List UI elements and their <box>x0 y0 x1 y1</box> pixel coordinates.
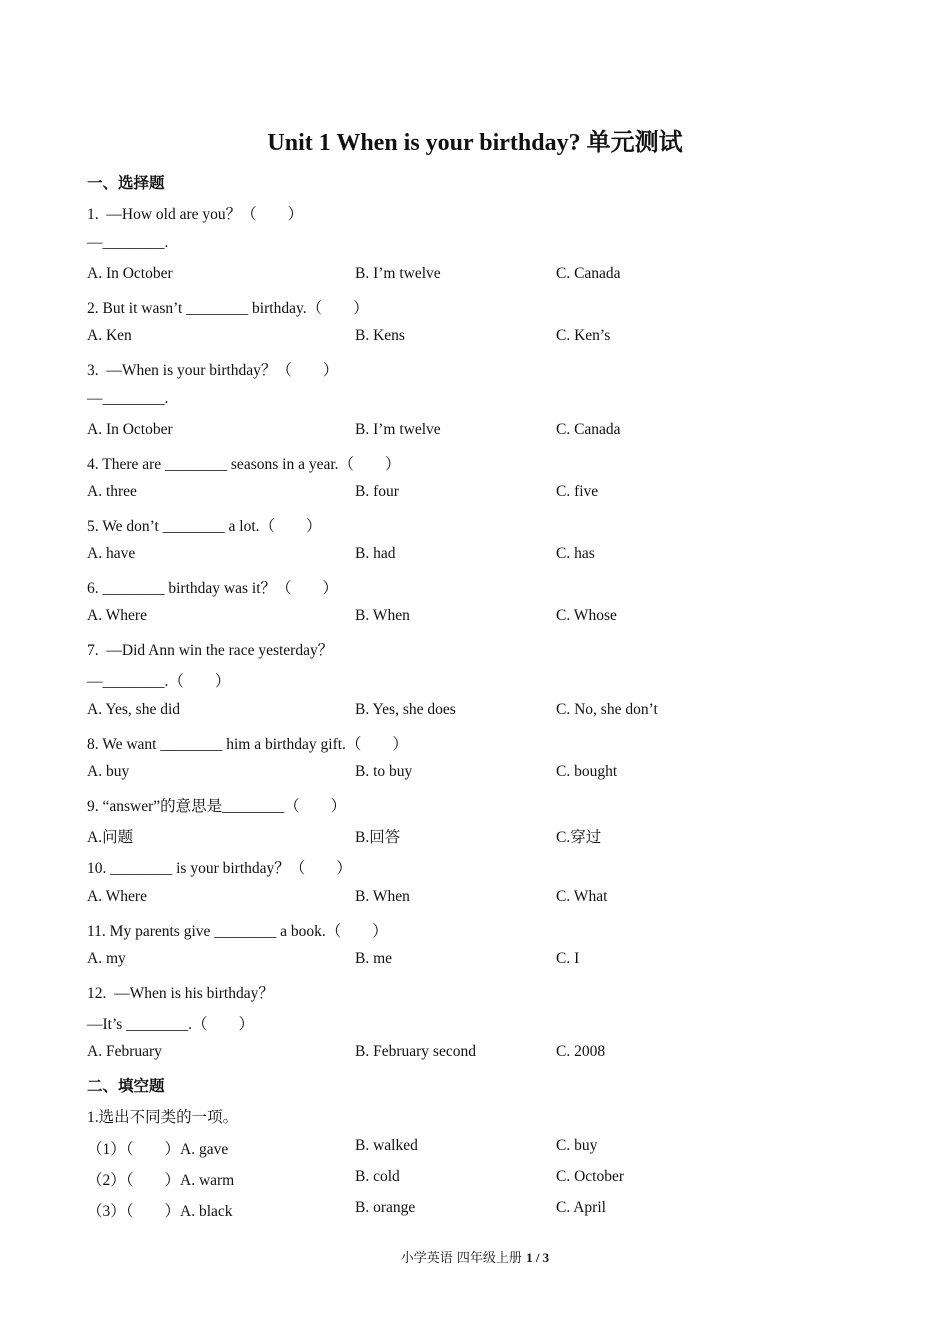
question-11-options <box>0 950 950 972</box>
fill-1-item-2 <box>0 1168 950 1190</box>
option-a: A. Ken <box>87 327 132 344</box>
question-11-stem: 11. My parents give ________ a book.（ ） <box>87 923 388 940</box>
question-5-stem: 5. We don’t ________ a lot.（ ） <box>87 518 322 535</box>
option-c: C. Ken’s <box>556 327 611 344</box>
question-1-options <box>0 265 950 287</box>
option-c: C.穿过 <box>556 829 602 846</box>
question-7-answer-line: —________.（ ） <box>87 673 231 690</box>
question-12-answer-line: —It’s ________.（ ） <box>87 1016 255 1033</box>
option-c: C. 2008 <box>556 1043 606 1060</box>
question-6-options <box>0 607 950 629</box>
option-b: B. I’m twelve <box>355 265 441 282</box>
option-c: C. has <box>556 545 595 562</box>
question-3-stem: 3. —When is your birthday？（ ） <box>87 362 339 379</box>
option-b: B. I’m twelve <box>355 421 441 438</box>
fill-1-item-3 <box>0 1199 950 1221</box>
option-a: A. In October <box>87 421 173 438</box>
option-c: C. I <box>556 950 580 967</box>
question-12-options <box>0 1043 950 1065</box>
item-option-b: B. walked <box>355 1137 418 1154</box>
option-a: A. three <box>87 483 137 500</box>
page-number: 1 / 3 <box>526 1250 550 1265</box>
option-b: B. to buy <box>355 763 413 780</box>
fill-1-item-1 <box>0 1137 950 1159</box>
option-b: B. Kens <box>355 327 405 344</box>
question-7-stem: 7. —Did Ann win the race yesterday？ <box>87 642 334 659</box>
question-10-options <box>0 888 950 910</box>
option-b: B.回答 <box>355 829 401 846</box>
question-6-stem: 6. ________ birthday was it？（ ） <box>87 580 338 597</box>
item-option-a: （1）（ ）A. gave <box>87 1141 229 1158</box>
option-a: A.问题 <box>87 829 134 846</box>
option-b: B. me <box>355 950 393 967</box>
option-a: A. buy <box>87 763 130 780</box>
option-a: A. Where <box>87 888 147 905</box>
option-a: A. my <box>87 950 126 967</box>
question-1-stem: 1. —How old are you？（ ） <box>87 206 304 223</box>
option-a: A. In October <box>87 265 173 282</box>
question-9-options <box>0 825 950 847</box>
option-b: B. When <box>355 607 410 624</box>
question-1-answer-line: —________. <box>87 234 169 251</box>
item-option-a: （3）（ ）A. black <box>87 1203 233 1220</box>
fill-1-stem: 1.选出不同类的一项。 <box>87 1109 239 1126</box>
question-2-options <box>0 327 950 349</box>
question-10-stem: 10. ________ is your birthday？（ ） <box>87 860 352 877</box>
question-5-options <box>0 545 950 567</box>
item-option-c: C. buy <box>556 1137 598 1154</box>
option-a: A. Where <box>87 607 147 624</box>
option-c: C. No, she don’t <box>556 701 658 718</box>
footer-text: 小学英语 四年级上册 <box>400 1251 527 1266</box>
question-4-options <box>0 483 950 505</box>
option-c: C. Canada <box>556 265 621 282</box>
question-12-stem: 12. —When is his birthday？ <box>87 985 274 1002</box>
page-footer <box>0 1247 950 1266</box>
option-b: B. February second <box>355 1043 476 1060</box>
question-4-stem: 4. There are ________ seasons in a year.（ ） <box>87 456 401 473</box>
item-option-c: C. October <box>556 1168 625 1185</box>
item-option-b: B. cold <box>355 1168 400 1185</box>
option-a: A. Yes, she did <box>87 701 181 718</box>
item-option-c: C. April <box>556 1199 606 1216</box>
option-c: C. five <box>556 483 599 500</box>
option-b: B. had <box>355 545 396 562</box>
option-a: A. February <box>87 1043 162 1060</box>
option-c: C. Whose <box>556 607 617 624</box>
page-title: Unit 1 When is your birthday? 单元测试 <box>267 130 683 156</box>
question-2-stem: 2. But it wasn’t ________ birthday.（ ） <box>87 300 369 317</box>
option-b: B. When <box>355 888 410 905</box>
option-c: C. bought <box>556 763 618 780</box>
question-3-options <box>0 421 950 443</box>
option-a: A. have <box>87 545 136 562</box>
option-c: C. Canada <box>556 421 621 438</box>
question-7-options <box>0 701 950 723</box>
question-9-stem: 9. “answer”的意思是________（ ） <box>87 798 347 815</box>
section-heading-fill: 二、填空题 <box>87 1077 165 1095</box>
item-option-a: （2）（ ）A. warm <box>87 1172 235 1189</box>
question-8-options <box>0 763 950 785</box>
question-3-answer-line: —________. <box>87 390 169 407</box>
item-option-b: B. orange <box>355 1199 416 1216</box>
question-8-stem: 8. We want ________ him a birthday gift.（ ） <box>87 736 408 753</box>
option-b: B. four <box>355 483 399 500</box>
option-b: B. Yes, she does <box>355 701 456 718</box>
option-c: C. What <box>556 888 608 905</box>
section-heading-choice: 一、选择题 <box>87 174 165 192</box>
